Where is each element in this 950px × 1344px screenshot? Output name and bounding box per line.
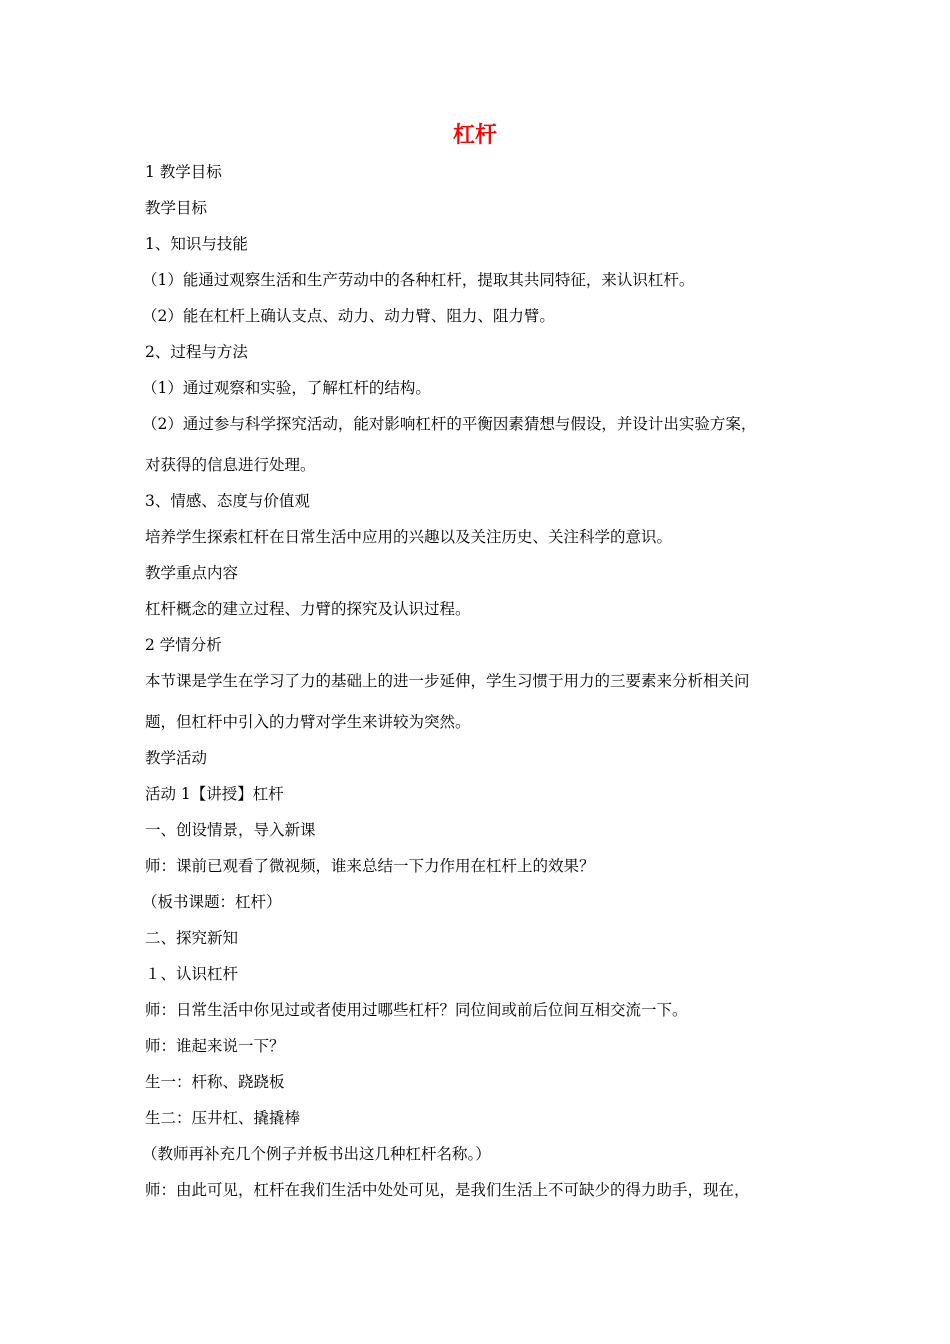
paragraph-line: 对获得的信息进行处理。: [145, 456, 316, 474]
paragraph-line: 师：谁起来说一下？: [145, 1037, 285, 1055]
paragraph-line: 题，但杠杆中引入的力臂对学生来讲较为突然。: [145, 713, 471, 731]
subsection-heading: 一、创设情景，导入新课: [145, 821, 316, 839]
paragraph-line: 师：课前已观看了微视频，谁来总结一下力作用在杠杆上的效果？: [145, 857, 595, 875]
paragraph-line: 师：由此可见，杠杆在我们生活中处处可见，是我们生活上不可缺少的得力助手，现在，: [145, 1181, 750, 1199]
paragraph-line: 本节课是学生在学习了力的基础上的进一步延伸，学生习惯于用力的三要素来分析相关问: [145, 672, 750, 690]
paragraph-line: （1）能通过观察生活和生产劳动中的各种杠杆，提取其共同特征，来认识杠杆。: [142, 271, 695, 289]
subsection-heading: 1、知识与技能: [145, 235, 248, 253]
paragraph-line: （板书课题：杠杆）: [142, 893, 282, 911]
paragraph-line: 杠杆概念的建立过程、力臂的探究及认识过程。: [145, 600, 471, 618]
paragraph-line: （2）通过参与科学探究活动，能对影响杠杆的平衡因素猜想与假设，并设计出实验方案，: [142, 415, 757, 433]
document-title: 杠杆: [452, 123, 497, 148]
paragraph-line: 生一：杆称、跷跷板: [145, 1073, 285, 1091]
document-body: [142, 160, 825, 1202]
subsection-heading: 活动 1【讲授】杠杆: [145, 785, 284, 803]
subsection-heading: 2、过程与方法: [145, 343, 248, 361]
subsection-heading: 教学重点内容: [145, 564, 239, 582]
paragraph-line: 培养学生探索杠杆在日常生活中应用的兴趣以及关注历史、关注科学的意识。: [145, 528, 673, 546]
subsection-heading: 3、情感、态度与价值观: [145, 492, 310, 510]
subsection-heading: １、认识杠杆: [145, 965, 239, 983]
paragraph-line: （1）通过观察和实验，了解杠杆的结构。: [142, 379, 431, 397]
section-heading: 2 学情分析: [145, 636, 222, 654]
subsection-heading: 教学活动: [145, 749, 208, 767]
subsection-heading: 教学目标: [145, 199, 208, 217]
paragraph-line: 生二：压井杠、撬撬棒: [145, 1109, 301, 1127]
paragraph-line: 师：日常生活中你见过或者使用过哪些杠杆？同位间或前后位间互相交流一下。: [145, 1001, 688, 1019]
section-heading: 1 教学目标: [145, 163, 222, 181]
paragraph-line: （教师再补充几个例子并板书出这几种杠杆名称。）: [142, 1145, 491, 1163]
paragraph-line: （2）能在杠杆上确认支点、动力、动力臂、阻力、阻力臂。: [142, 307, 555, 325]
subsection-heading: 二、探究新知: [145, 929, 239, 947]
